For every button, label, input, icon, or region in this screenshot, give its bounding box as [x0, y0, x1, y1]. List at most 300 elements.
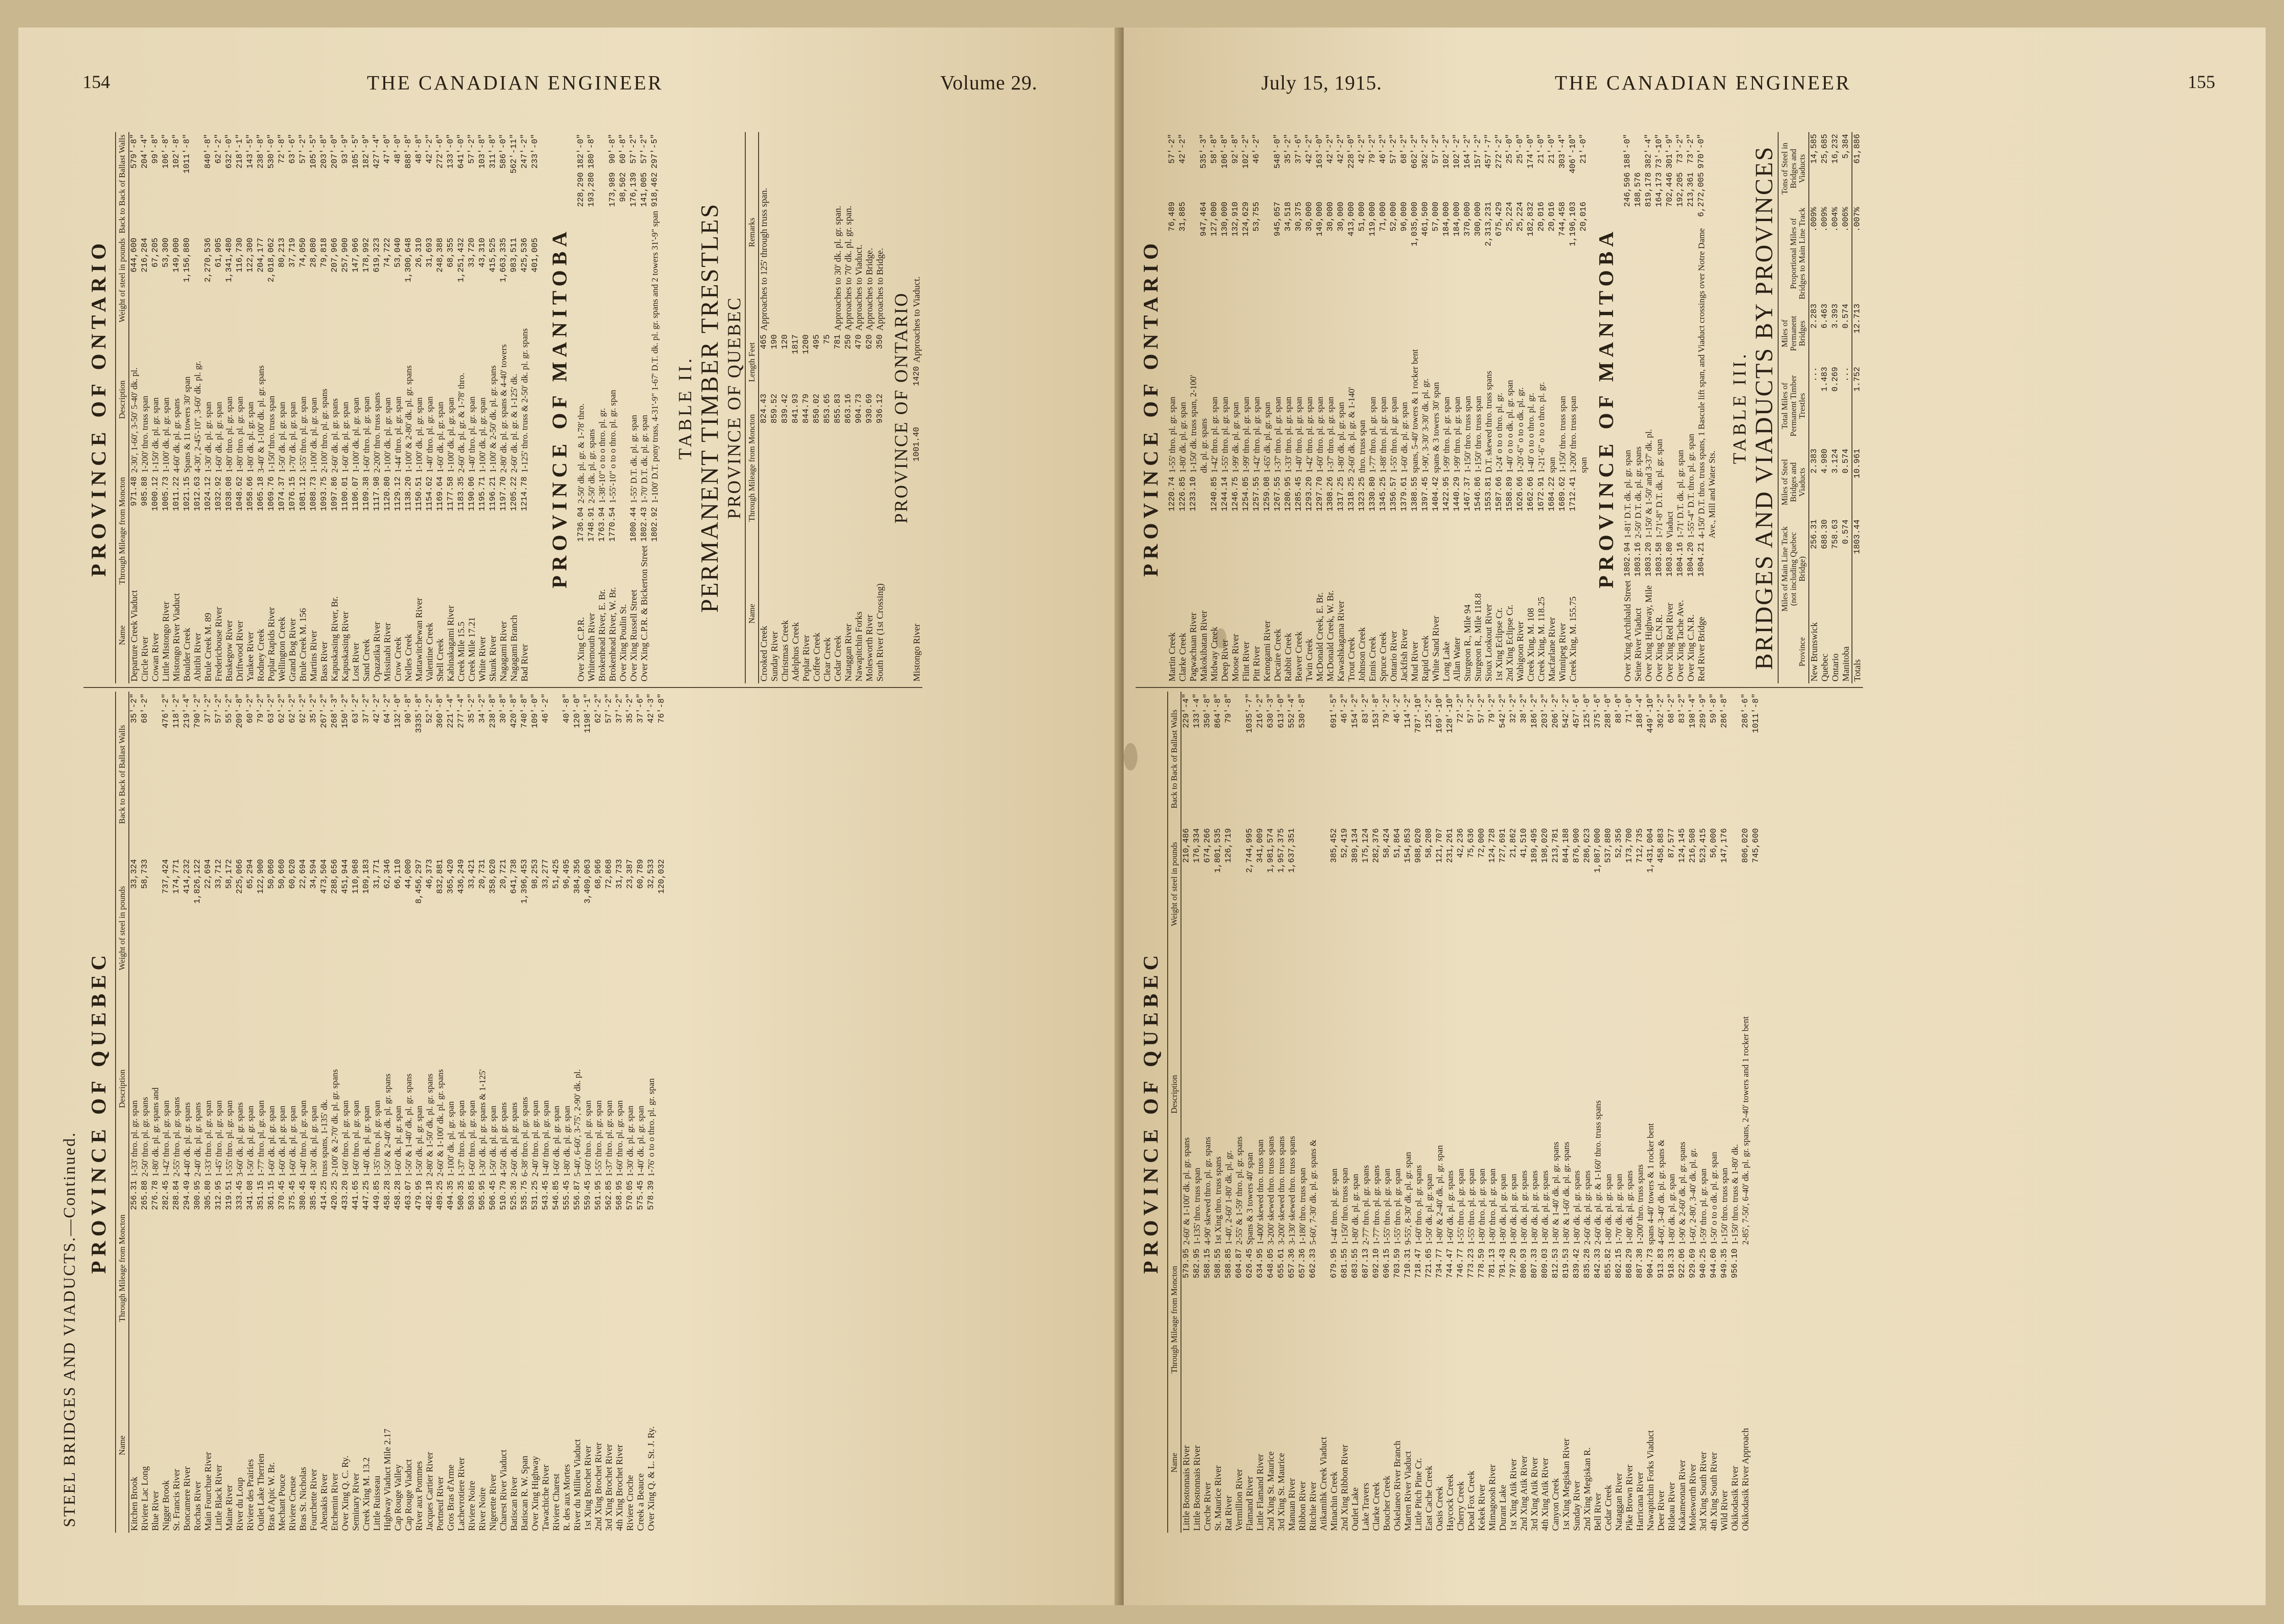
- right-manitoba-cell: [1633, 132, 1644, 171]
- quebec-cell: 46,373: [425, 859, 434, 889]
- right-quebec-row: [1329, 692, 1340, 1533]
- quebec-row: [593, 692, 604, 1533]
- right-ontario-cell: 1-60' thro. pl. gr. span: [1315, 396, 1325, 473]
- ontario-cell: 1065.18: [256, 476, 266, 511]
- ontario-col-4: Back to Back of Ballast Walls: [116, 132, 129, 236]
- right-quebec-cell: 449'-10": [1646, 693, 1655, 733]
- quebec-row: [235, 692, 245, 1533]
- table3-total-cell: 12.713: [1852, 302, 1863, 365]
- right-quebec-cell: Nawapitchin Forks Viaduct: [1646, 1430, 1656, 1531]
- right-quebec-cell: 189,495: [1530, 828, 1539, 863]
- right-ontario-cell: 1662.66: [1526, 477, 1536, 511]
- right-quebec-cell: 3-200' skewed thro. truss spans: [1277, 1136, 1286, 1245]
- right-ontario-row: [1505, 132, 1515, 683]
- quebec-cell: 568.95: [615, 1180, 624, 1210]
- right-ontario-cell: 1-37' thro. pl. gr. span: [1326, 396, 1336, 473]
- ontario-cell: 1,341,480: [225, 238, 234, 283]
- right-ontario-cell: Clarke Creek: [1178, 632, 1188, 682]
- quebec-cell: 118'-2": [172, 693, 181, 728]
- quebec-cell: 33,324: [130, 859, 139, 889]
- ontario-row: [193, 132, 203, 683]
- right-ontario-cell: 1st Xing Eclipse Cr.: [1494, 607, 1504, 682]
- quebec-cell: 46'-2": [541, 693, 550, 723]
- right-quebec-cell: [1730, 826, 1741, 942]
- table3-cell: 3.124: [1831, 449, 1840, 474]
- right-quebec-cell: Manuan River: [1287, 1478, 1297, 1531]
- ontario-cell: Kapuskasing River, Br.: [330, 596, 340, 682]
- ontario-cell: Skunk River: [488, 635, 498, 682]
- table3-title: TABLE III.: [1729, 351, 1750, 464]
- table3-cell: 4.980: [1820, 449, 1829, 474]
- manitoba-cell: 141,005: [640, 172, 649, 207]
- right-ontario-cell: 1293.20: [1305, 477, 1314, 511]
- table3-cell: ...: [1810, 366, 1819, 382]
- right-manitoba-cell: 1804.20: [1686, 542, 1696, 577]
- quebec-cell: Fourchette River: [309, 1469, 319, 1531]
- ontario-cell: 401,005: [531, 238, 540, 272]
- table2-row: [843, 132, 854, 683]
- table2-cell: Cedar Creek: [833, 635, 843, 682]
- quebec-cell: 1-33' thro. pl. gr. span: [130, 1100, 139, 1177]
- right-ontario-row: [1484, 132, 1494, 683]
- right-quebec-cell: 154'-2": [1351, 693, 1360, 728]
- table3-col-5: Proportional Miles of Bridges to Main Line Track: [1778, 205, 1809, 302]
- quebec-cell: 559.45: [583, 1180, 593, 1210]
- right-ontario-row: [1547, 132, 1558, 683]
- quebec-row: [583, 692, 593, 1533]
- right-quebec-cell: 835.28: [1583, 1248, 1592, 1279]
- right-ontario-cell: [1199, 475, 1209, 535]
- table3-row: [1841, 132, 1852, 683]
- right-quebec-cell: 42,236: [1456, 828, 1465, 858]
- right-quebec-cell: 1-50' dk. pl. gr. span: [1425, 1174, 1434, 1245]
- ontario-cell: 1150.51: [415, 476, 424, 511]
- ontario-cell: Yankee River: [245, 632, 255, 682]
- ontario-cell: 1-125' thro. truss & 2-50' dk. pl. gr. spans: [520, 328, 530, 473]
- right-ontario-cell: 1-37' thro. pl. gr. span: [1273, 396, 1283, 473]
- right-quebec-cell: 1st Xing Megiskan River: [1561, 1438, 1571, 1531]
- right-ontario-cell: 46'-2": [1252, 134, 1261, 164]
- manitoba-cell: 1763.94: [598, 507, 607, 542]
- right-ontario-cell: 184,000: [1452, 201, 1462, 237]
- right-quebec-cell: 4th Xing Atik River: [1540, 1458, 1550, 1531]
- right-quebec-cell: 38'-2": [1519, 693, 1529, 723]
- right-ontario-row: [1378, 132, 1389, 683]
- right-quebec-cell: 286'-6": [1741, 693, 1750, 728]
- right-ontario-row: [1357, 132, 1368, 683]
- right-quebec-cell: 71'-0": [1625, 693, 1634, 723]
- right-quebec-cell: 922.06: [1678, 1248, 1687, 1279]
- ontario-cell: 3-40' & 1-100' dk. pl. gr. spans: [256, 365, 266, 473]
- table3-total-cell: Totals: [1852, 621, 1863, 683]
- table2-row: [833, 132, 843, 683]
- right-ontario-row: [1315, 132, 1325, 683]
- quebec-row: [245, 692, 256, 1533]
- ontario-cell: 62'-2": [214, 134, 223, 164]
- ontario-cell: 48'-0": [394, 134, 403, 164]
- ontario-col-1: Through Mileage from Moncton: [116, 475, 129, 587]
- right-ontario-cell: Mud River: [1410, 641, 1420, 682]
- right-ontario-cell: 25'-0": [1505, 134, 1514, 164]
- quebec-cell: 1-35' thro. pl. gr. span: [372, 1100, 382, 1177]
- table3-cell: .004%: [1831, 207, 1840, 232]
- ontario-col-0: Name: [116, 587, 129, 683]
- quebec-row: [256, 692, 266, 1533]
- quebec-cell: 30'-8": [499, 693, 508, 723]
- right-quebec-cell: 691'-5": [1330, 693, 1339, 728]
- right-quebec-cell: [1308, 692, 1319, 826]
- right-ontario-cell: 1257.55: [1252, 477, 1261, 511]
- right-ontario-row: [1188, 132, 1199, 683]
- right-manitoba-cell: 970'-0": [1697, 134, 1706, 169]
- quebec-row: [551, 692, 562, 1533]
- ontario-cell: 1-100' dk. pl. gr. span: [161, 397, 171, 473]
- manitoba-row: [629, 132, 639, 683]
- ontario-cell: 99'-8": [151, 134, 160, 164]
- right-quebec-row: [1287, 692, 1297, 1533]
- right-ontario-cell: 1-99' thro. pl. gr. span: [1242, 396, 1251, 473]
- right-quebec-cell: Spans & 3 towers 40' span: [1245, 1152, 1255, 1245]
- ontario-cell: 57'-2": [467, 134, 477, 164]
- right-quebec-cell: Little Pitch Pine Cr.: [1414, 1458, 1424, 1531]
- quebec-row: [224, 692, 235, 1533]
- table2-cell: [812, 132, 822, 333]
- right-ontario-row: [1273, 132, 1283, 683]
- right-ontario-cell: 228'-0": [1347, 134, 1356, 169]
- right-quebec-cell: 3rd Xing St. Maurice: [1276, 1453, 1286, 1531]
- right-quebec-cell: Ribbon River: [1297, 1481, 1308, 1531]
- right-ontario-cell: 1-40' o to o thro. pl. gr.: [1526, 393, 1536, 473]
- quebec-cell: 1-30' dk. pl. gr. spans & 1-125': [478, 1069, 488, 1177]
- right-ontario-row: [1167, 132, 1178, 683]
- right-quebec-cell: 286'-8": [1720, 693, 1729, 728]
- manitoba-cell: 1802.43: [640, 507, 649, 542]
- table2-cell: 824.43: [759, 394, 769, 424]
- right-manitoba-row: [1686, 132, 1696, 683]
- right-manitoba-cell: 1-55'-4" D.T. thro. pl. gr. span: [1686, 433, 1696, 538]
- right-ontario-manitoba-section: [1136, 128, 1863, 688]
- right-quebec-cell: 655.61: [1277, 1248, 1286, 1279]
- right-quebec-cell: 2nd Xing Ribbon River: [1340, 1444, 1350, 1531]
- table2-cell: Nataggan River: [843, 623, 854, 682]
- quebec-cell: 2-55' thro. pl. gr. spans: [172, 1097, 182, 1177]
- manitoba-cell: 193,280: [587, 172, 596, 207]
- quebec-cell: 62'-2": [288, 693, 297, 723]
- quebec-row: [562, 692, 572, 1533]
- ontario-cell: 1,251,432: [457, 238, 466, 283]
- right-quebec-cell: 83'-2": [1678, 693, 1687, 723]
- right-ontario-row: [1178, 132, 1188, 683]
- table2-cell: 190: [770, 334, 779, 349]
- right-quebec-cell: 1-77' thro. pl. gr. spans: [1372, 1165, 1381, 1245]
- right-ontario-cell: 1588.89: [1505, 477, 1514, 511]
- right-quebec-cell: 940.25: [1699, 1248, 1708, 1279]
- right-quebec-cell: 4-60', 3-40' dk. pl. gr. spans &: [1657, 1139, 1666, 1245]
- right-ontario-cell: Pitt River: [1252, 646, 1262, 682]
- right-ontario-cell: 1-55' thro. pl. gr. span: [1220, 396, 1230, 473]
- right-manitoba-cell: 73'-2": [1676, 134, 1685, 164]
- right-ontario-cell: 124,629: [1242, 201, 1251, 237]
- right-ontario-cell: 457'-7": [1484, 134, 1493, 169]
- ontario-col-2: Description: [116, 325, 129, 475]
- ontario-cell: 1-80' thro. pl. gr. span: [225, 396, 234, 473]
- right-quebec-row: [1530, 692, 1540, 1533]
- right-quebec-cell: 128'-10": [1446, 693, 1455, 733]
- quebec-row: [625, 692, 636, 1533]
- ontario-cell: 415,525: [488, 238, 498, 272]
- ontario-col-3: Weight of steel in pounds: [116, 236, 129, 325]
- quebec-cell: Over Xing Q. & L. St. J. Ry.: [646, 1426, 656, 1531]
- table3-col-2: Miles of Steel Bridges and Viaducts: [1778, 447, 1809, 517]
- right-quebec-cell: Ritchie River: [1308, 1481, 1318, 1531]
- manitoba-cell: 1770.54: [608, 507, 617, 542]
- table2-cell: [770, 132, 780, 333]
- ontario-row: [150, 132, 161, 683]
- right-quebec-row: [1624, 692, 1635, 1533]
- right-quebec-col-0: Name: [1168, 1393, 1181, 1533]
- ontario-cell: 983,511: [510, 238, 519, 272]
- right-quebec-cell: 2-77' thro. pl. gr. spans: [1361, 1165, 1371, 1245]
- ontario-cell: 1100.01: [341, 476, 350, 511]
- ontario-row: [425, 132, 435, 683]
- quebec-cell: 380.45: [299, 1180, 308, 1210]
- right-ontario-row: [1325, 132, 1336, 683]
- right-quebec-cell: 809.03: [1541, 1248, 1550, 1279]
- right-ontario-cell: 1-150' thro. truss span: [1558, 396, 1568, 473]
- right-manitoba-cell: 1-71' D.T. dk. pl. gr. span: [1676, 449, 1685, 538]
- table3-total-cell: 61,886: [1852, 132, 1863, 205]
- right-quebec-cell: [1319, 1247, 1329, 1392]
- right-ontario-cell: 20,016: [1579, 201, 1588, 232]
- ontario-cell: 1076.15: [288, 476, 297, 511]
- right-manitoba-row: [1654, 132, 1665, 683]
- right-manitoba-cell: 1803.16: [1634, 542, 1643, 577]
- right-ontario-cell: 79'-2": [1368, 134, 1377, 164]
- right-quebec-row: [1308, 692, 1319, 1533]
- right-ontario-cell: 157'-2": [1474, 134, 1483, 169]
- right-manitoba-row: [1633, 132, 1644, 683]
- table3-cell: 0.574: [1841, 449, 1851, 474]
- right-quebec-cell: 648.05: [1266, 1248, 1275, 1279]
- right-quebec-cell: [1751, 1393, 1762, 1533]
- right-quebec-cell: 375'-6": [1593, 693, 1602, 728]
- right-quebec-cell: 198'-4": [1688, 693, 1697, 728]
- quebec-row: [319, 692, 330, 1533]
- quebec-cell: 543.45: [541, 1180, 550, 1210]
- ontario-row: [235, 132, 245, 683]
- quebec-cell: [551, 692, 562, 857]
- right-ontario-cell: 1546.86: [1474, 477, 1483, 511]
- quebec-cell: 267'-2": [320, 693, 329, 728]
- right-quebec-cell: 721.65: [1425, 1248, 1434, 1279]
- right-ontario-row: [1283, 132, 1294, 683]
- right-quebec-cell: 1-150' thro. truss span: [1340, 1168, 1350, 1245]
- table3-total-cell: .007%: [1852, 205, 1863, 302]
- right-ontario-cell: Kenogami River: [1262, 621, 1272, 682]
- quebec-cell: River aux Pommes: [414, 1461, 424, 1531]
- right-ontario-cell: Long Lake: [1441, 641, 1452, 682]
- right-quebec-cell: 552'-4": [1287, 693, 1297, 728]
- right-ontario-cell: 102'-2": [1242, 134, 1251, 169]
- right-quebec-cell: 1-60', 2-80', 3-40' dk. pl. gr.: [1688, 1148, 1698, 1245]
- right-quebec-cell: [1751, 1247, 1762, 1392]
- right-quebec-cell: 626.45: [1245, 1248, 1254, 1279]
- right-quebec-cell: Little Bostonnais River: [1181, 1445, 1192, 1531]
- right-ontario-cell: thro. truss span: [1358, 420, 1367, 473]
- ontario-cell: [193, 132, 203, 236]
- ontario-cell: 105'-5": [351, 134, 360, 169]
- right-ontario-cell: 119,000: [1368, 201, 1377, 237]
- quebec-cell: 34,594: [309, 859, 318, 889]
- right-quebec-cell: Rideau River: [1667, 1482, 1677, 1531]
- right-quebec-row: [1688, 692, 1698, 1533]
- right-quebec-row: [1234, 692, 1245, 1533]
- quebec-row: [351, 692, 361, 1533]
- quebec-cell: 60,620: [288, 859, 297, 889]
- right-quebec-row: [1614, 692, 1624, 1533]
- right-ontario-cell: 1-20'-6" o to o dk. pl. gr.: [1516, 387, 1525, 473]
- table2-cell: 850.02: [812, 394, 821, 424]
- table2-cell: 841.93: [791, 394, 800, 424]
- right-quebec-row: [1203, 692, 1213, 1533]
- right-quebec-cell: 133'-4": [1192, 693, 1202, 728]
- quebec-cell: 641,738: [510, 859, 519, 894]
- quebec-cell: 20,731: [478, 859, 487, 889]
- right-manitoba-cell: 246,596: [1623, 172, 1632, 207]
- quebec-cell: 55'-2": [225, 693, 234, 723]
- right-running-head: THE CANADIAN ENGINEER: [1555, 72, 1852, 94]
- table2-cell: 465: [759, 334, 769, 349]
- quebec-cell: 1-50' dk. pl. gr. span: [488, 1105, 498, 1177]
- table2-cell: 1001.40: [912, 427, 921, 462]
- ontario-cell: 74,050: [299, 238, 308, 268]
- table2-cell: Approaches to Viaduct.: [912, 276, 922, 363]
- table3-cell: 1.483: [1820, 366, 1829, 392]
- quebec-cell: 1-30' dk. pl. gr. span: [309, 1105, 319, 1177]
- right-quebec-cell: 1,637,351: [1287, 828, 1297, 873]
- ontario-cell: 1038.08: [225, 476, 234, 511]
- right-quebec-row: [1276, 692, 1287, 1533]
- right-quebec-cell: [1234, 692, 1245, 826]
- right-ontario-cell: 20,016: [1537, 201, 1546, 232]
- right-quebec-row: [1361, 692, 1371, 1533]
- ontario-cell: 1-60' dk. pl. gr. span: [436, 401, 445, 473]
- ontario-cell: 1177.58: [446, 476, 455, 511]
- table2-cell: 1817: [791, 334, 800, 355]
- ontario-cell: Missinabi River: [383, 622, 393, 682]
- right-ontario-cell: [1188, 132, 1199, 200]
- ontario-cell: Departure Creek Viaduct: [129, 590, 139, 682]
- ontario-cell: 1088.73: [309, 476, 318, 511]
- ontario-cell: Boulder Creek: [182, 627, 192, 682]
- quebec-row: [288, 692, 298, 1533]
- right-quebec-row: [1371, 692, 1382, 1533]
- right-ontario-cell: 1-42' thro. pl. gr. span: [1210, 396, 1220, 473]
- right-ontario-cell: 1587.66: [1495, 477, 1504, 511]
- right-quebec-cell: 634.95: [1256, 1248, 1265, 1279]
- right-quebec-cell: 282,376: [1372, 828, 1381, 863]
- right-quebec-col-2: Description: [1168, 942, 1181, 1247]
- manitoba-cell: 1-55' D.T. dk. pl. gr. span: [629, 415, 639, 504]
- right-quebec-cell: 4-90' skewed thro. pl. gr. spans: [1203, 1136, 1213, 1245]
- right-quebec-cell: 41,510: [1519, 828, 1529, 858]
- right-ontario-cell: Rabbit Creek: [1283, 632, 1293, 682]
- quebec-cell: 62,346: [383, 859, 392, 889]
- quebec-cell: 3,409,063: [583, 859, 593, 904]
- right-ontario-cell: 42'-2": [1336, 134, 1346, 164]
- quebec-cell: 305.80: [204, 1180, 213, 1210]
- quebec-cell: Outlet Lake Therrien: [256, 1453, 266, 1531]
- ontario-cell: Circle River: [140, 636, 150, 682]
- ontario-cell: 233'-0": [531, 134, 540, 169]
- manitoba-cell: [597, 132, 608, 171]
- manitoba-row: [576, 132, 587, 683]
- quebec-row: [541, 692, 551, 1533]
- right-quebec-cell: 2nd Xing Atik River: [1519, 1456, 1529, 1531]
- right-quebec-row: [1319, 692, 1329, 1533]
- right-ontario-cell: 675,429: [1495, 201, 1504, 237]
- table2-cell: 936.12: [876, 394, 885, 424]
- right-ontario-cell: 1323.25: [1358, 477, 1367, 511]
- quebec-cell: 447.25: [362, 1180, 371, 1210]
- right-ontario-cell: Sturgeon R., Mile 94: [1463, 604, 1473, 682]
- table2-cell: 839.42: [781, 394, 790, 424]
- quebec-cell: 110,968: [351, 859, 360, 894]
- right-ontario-row: [1199, 132, 1209, 683]
- ontario-row: [319, 132, 330, 683]
- right-quebec-cell: 787'-10": [1414, 693, 1423, 733]
- ontario-cell: 1-80' thro. pl. gr. span: [235, 396, 245, 473]
- right-quebec-cell: 679.95: [1330, 1248, 1339, 1279]
- quebec-cell: 1-60' dk. pl. gr. span: [288, 1105, 298, 1177]
- right-ontario-row: [1558, 132, 1568, 683]
- quebec-cell: 209'-8": [235, 693, 244, 728]
- quebec-cell: 120'-0": [573, 693, 582, 728]
- right-quebec-cell: 2,744,995: [1245, 828, 1254, 873]
- table3-col-3: Total Miles of Permanent Timber Trestles: [1778, 365, 1809, 447]
- table2-cell: Sunday River: [770, 631, 780, 682]
- ontario-row: [161, 132, 172, 683]
- right-ontario-cell: 744,458: [1558, 201, 1567, 237]
- quebec-cell: 65,294: [246, 859, 255, 889]
- quebec-cell: 35'-2": [626, 693, 635, 723]
- ontario-cell: Nelles Creek: [404, 634, 414, 682]
- right-quebec-cell: 687.13: [1361, 1248, 1370, 1279]
- quebec-cell: 414,232: [183, 859, 192, 894]
- right-quebec-row: [1582, 692, 1593, 1533]
- ontario-row: [446, 132, 456, 683]
- right-quebec-cell: 210,486: [1182, 828, 1191, 863]
- quebec-cell: Riviere des Prairies: [245, 1459, 255, 1531]
- quebec-cell: 132'-0": [394, 693, 403, 728]
- ontario-cell: 1169.64: [436, 476, 445, 511]
- right-rotated-body: [1133, 128, 2247, 1536]
- table2-cell: 930.69: [865, 394, 874, 424]
- right-ontario-cell: 25,224: [1516, 201, 1525, 232]
- right-quebec-cell: 744.47: [1446, 1248, 1455, 1279]
- quebec-row: [509, 692, 520, 1533]
- right-quebec-cell: 2nd Xing St. Maurice: [1266, 1451, 1276, 1531]
- right-manitoba-cell: 1803.58: [1655, 542, 1664, 577]
- quebec-cell: 375.45: [288, 1180, 297, 1210]
- right-quebec-row: [1466, 692, 1477, 1533]
- right-quebec-cell: 773.23: [1467, 1248, 1476, 1279]
- right-ontario-cell: Pagwachuan River: [1188, 612, 1198, 682]
- ontario-cell: [530, 325, 541, 475]
- table2-cell: Approaches to Bridge.: [875, 248, 885, 331]
- quebec-row: [298, 692, 309, 1533]
- quebec-cell: 1-60' dk. pl. gr. span: [552, 1105, 561, 1177]
